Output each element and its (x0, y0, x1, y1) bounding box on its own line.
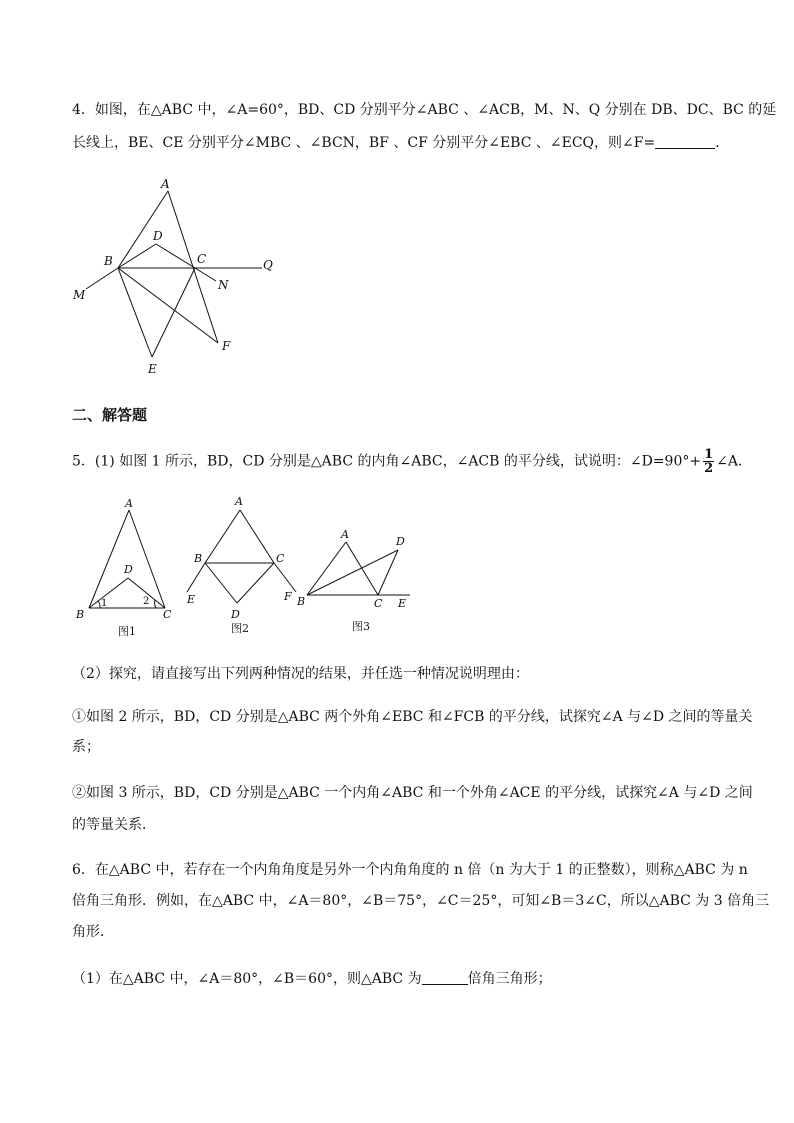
label-D: D (153, 229, 163, 243)
fig1-label-A: A (125, 497, 133, 510)
fig3-label-E: E (398, 597, 407, 610)
q4-text-line2b: ． (715, 135, 730, 151)
fig3-caption: 图3 (352, 620, 370, 633)
q5-case2-line1: ②如图 3 所示，BD，CD 分别是△ABC 一个内角∠ABC 和一个外角∠ACE 的平分线，试探究∠A 与∠D 之间 (72, 785, 753, 801)
fig1-label-B: B (76, 608, 85, 621)
label-A: A (161, 177, 170, 191)
q6-part1a: （1）在△ABC 中，∠A＝80°，∠B＝60°，则△ABC 为 (72, 971, 422, 987)
q5-case1-line2: 系； (72, 739, 100, 755)
fig3-label-B: B (297, 595, 306, 608)
fig3-label-C: C (374, 597, 383, 610)
fig2-label-B: B (194, 552, 203, 565)
fig2-label-F: F (284, 590, 292, 603)
fig2-label-D: D (231, 608, 240, 621)
label-B: B (104, 254, 113, 268)
fig2-label-C: C (276, 552, 285, 565)
q6-part1 (72, 969, 552, 989)
label-C: C (197, 252, 207, 266)
q5-case2-line2: 的等量关系． (72, 817, 156, 833)
answer-blank (422, 970, 468, 985)
fraction-numerator: 1 (704, 447, 714, 462)
section-title: 二、解答题 (72, 406, 148, 424)
label-F: F (222, 339, 231, 353)
label-N: N (218, 278, 229, 292)
fig1-angle-1: 1 (101, 598, 108, 609)
q6-part1b: 倍角三角形； (467, 971, 552, 987)
fig2-caption: 图2 (231, 622, 249, 635)
q5-part1b: ∠A． (716, 453, 752, 470)
q5-part2: （2）探究，请直接写出下列两种情况的结果，并任选一种情况说明理由： (72, 666, 529, 682)
q4-text-line2a: 长线上，BE、CE 分别平分∠MBC 、∠BCN，BF 、CF 分别平分∠EBC 、∠ECQ，则∠F= (72, 135, 656, 151)
fig1-angle-2: 2 (143, 596, 150, 607)
q5-case1-line1: ①如图 2 所示，BD，CD 分别是△ABC 两个外角∠EBC 和∠FCB 的平分线，试探究∠A 与∠D 之间的等量关 (72, 709, 753, 725)
label-Q: Q (263, 258, 273, 272)
label-E: E (148, 362, 157, 376)
fig1-caption: 图1 (118, 625, 136, 638)
q6-line2: 倍角三角形．例如，在△ABC 中，∠A＝80°，∠B＝75°，∠C＝25°，可知∠B＝3∠C，所以△ABC 为 3 倍角三 (72, 893, 770, 909)
fig1-label-C: C (163, 608, 172, 621)
q6-line1: 6．在△ABC 中，若存在一个内角角度是另外一个内角角度的 n 倍（n 为大于 1 的正整数），则称△ABC 为 n (72, 862, 748, 878)
label-M: M (73, 288, 86, 302)
q6-line3: 角形． (72, 924, 114, 940)
fig2-label-A: A (235, 495, 243, 508)
q4-text-line1: 4．如图，在△ABC 中，∠A=60°，BD、CD 分别平分∠ABC 、∠ACB，M、N、Q 分别在 DB、DC、BC 的延 (72, 102, 777, 118)
q5-part1a: 5．(1) 如图 1 所示，BD，CD 分别是△ABC 的内角∠ABC，∠ACB 的平分线，试说明：∠D=90°+ (72, 453, 702, 470)
fig3-label-D: D (396, 535, 405, 548)
fraction-denominator: 2 (704, 461, 714, 476)
fig3-label-A: A (341, 528, 349, 541)
fig1-label-D: D (124, 563, 133, 576)
fig2-label-E: E (187, 593, 196, 606)
